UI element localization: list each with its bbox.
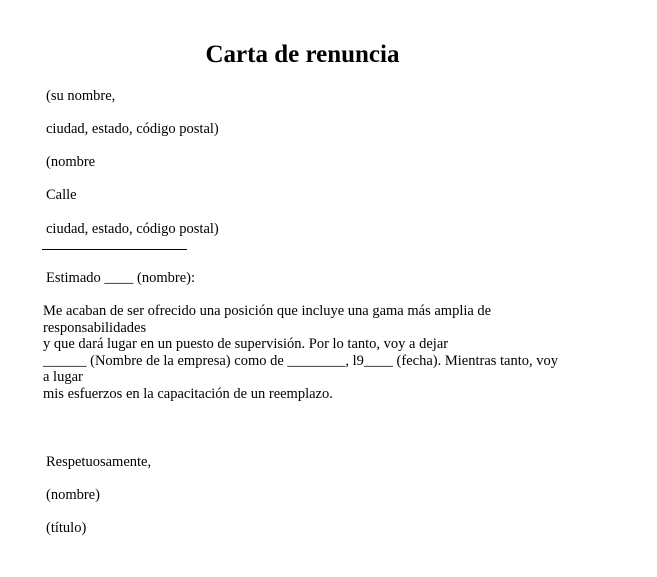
letter-title: Carta de renuncia: [205, 41, 400, 68]
body-line: a lugar: [43, 369, 83, 386]
sender-name: (su nombre,: [46, 88, 116, 104]
body-line: responsabilidades: [43, 319, 147, 336]
signature-rule: [42, 249, 187, 250]
closing: Respetuosamente,: [46, 454, 152, 470]
signature-name: (nombre): [46, 487, 100, 503]
recipient-street: Calle: [46, 187, 77, 203]
signature-title: (título): [46, 520, 87, 536]
body-line: mis esfuerzos en la capacitación de un reemplazo.: [43, 385, 333, 402]
sender-city: ciudad, estado, código postal): [46, 121, 219, 137]
body-line: Me acaban de ser ofrecido una posición que incluye una gama más amplia de: [43, 303, 492, 319]
letter-body: [43, 303, 583, 403]
greeting: Estimado ____ (nombre):: [46, 270, 196, 286]
body-line: ______ (Nombre de la empresa) como de ________, l9____ (fecha). Mientras tanto, voy: [43, 352, 559, 369]
recipient-name: (nombre: [46, 154, 96, 170]
recipient-city: ciudad, estado, código postal): [46, 221, 219, 237]
body-line: y que dará lugar en un puesto de supervisión. Por lo tanto, voy a dejar: [43, 336, 449, 353]
